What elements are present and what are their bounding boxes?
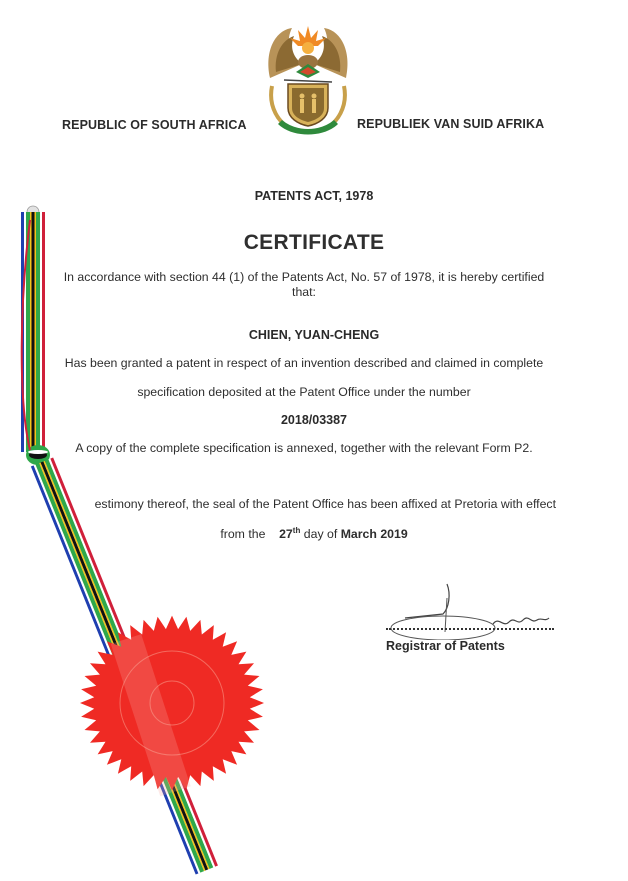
intro-line-1: In accordance with section 44 (1) of the Patents Act, No. 57 of 1978, it is hereby certified [63,270,545,284]
intro-line-2: that: [292,285,316,299]
date-middle: day of [303,527,338,542]
specification-line: specification deposited at the Patent Office under the number [137,385,471,399]
header-right-text: REPUBLIEK VAN SUID AFRIKA [357,117,545,131]
witness-line: estimony thereof, the seal of the Patent Office has been affixed at Pretoria with effect [94,497,556,511]
date-prefix: from the [220,527,266,542]
patentee-name: CHIEN, YUAN-CHENG [248,328,380,342]
certificate-title: CERTIFICATE [243,231,385,254]
copy-line: A copy of the complete specification is annexed, together with the relevant Form P2. [75,441,533,455]
date-month-year: March 2019 [340,527,408,542]
act-title: PATENTS ACT, 1978 [254,189,374,203]
header-left-text: REPUBLIC OF SOUTH AFRICA [62,118,247,132]
granted-line: Has been granted a patent in respect of an invention described and claimed in complete [64,356,544,370]
registrar-title: Registrar of Patents [386,639,505,653]
patent-number: 2018/03387 [280,413,348,427]
date-day: 27th [279,526,301,542]
red-seal [72,608,272,798]
